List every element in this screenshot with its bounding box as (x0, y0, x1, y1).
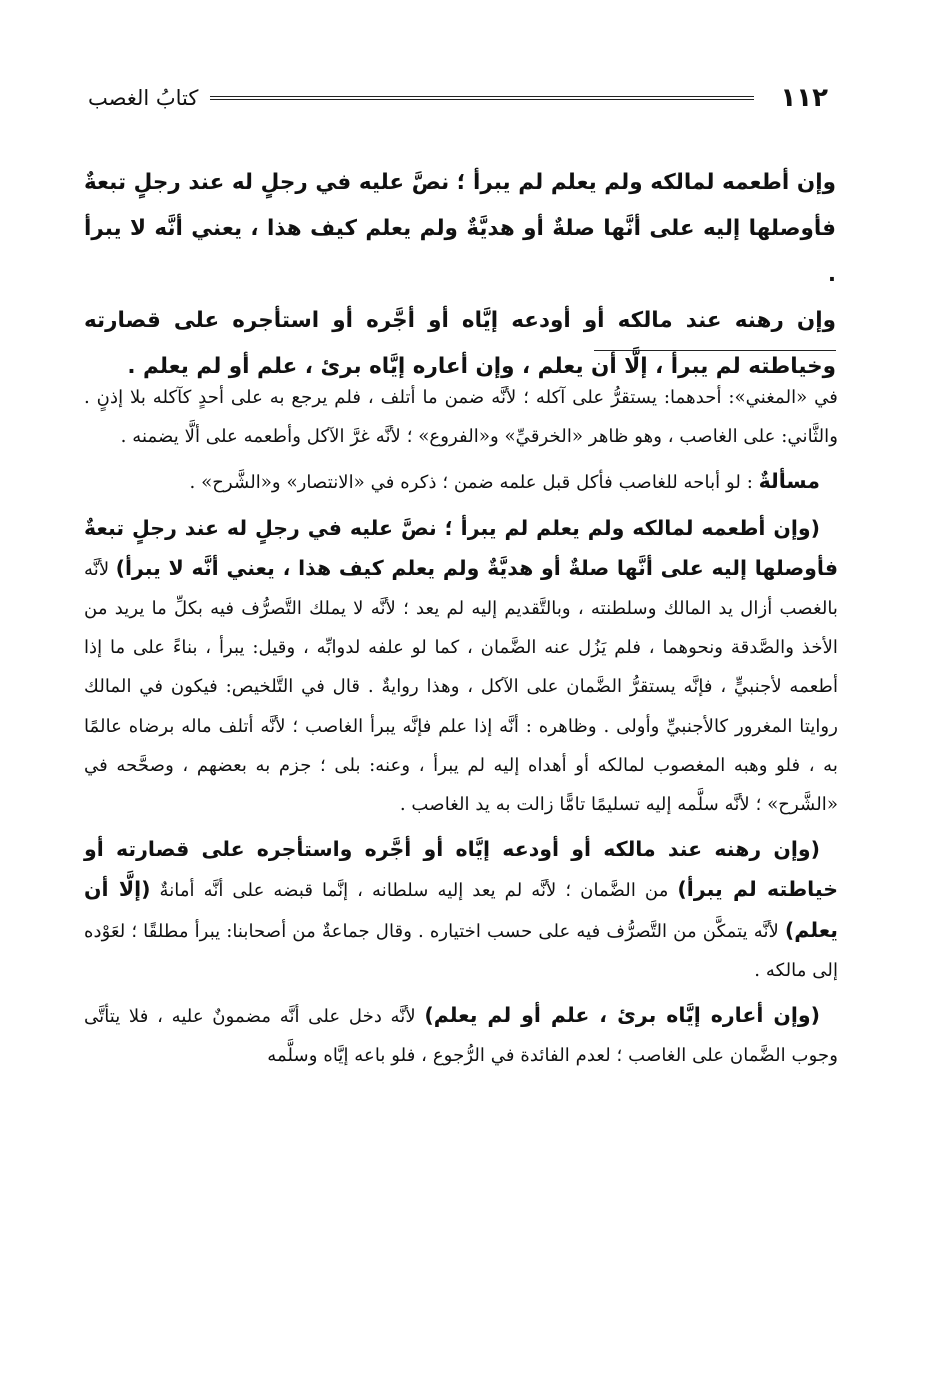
commentary-paragraph (84, 509, 838, 825)
commentary-text-run: لأنَّه دخل على أنَّه مضمونٌ عليه ، فلا يتأتَّى وجوب الضَّمان على الغاصب ؛ لعدم الفائدة في الرُّجوع ، فلو باعه إيَّاه وسلَّمه (84, 1006, 838, 1067)
quoted-matn: (وإن أعاره إيَّاه برئ ، علم أو لم يعلم) (424, 1003, 821, 1028)
running-title: كتابُ الغصب (88, 86, 199, 110)
commentary-text-run: لأنَّه بالغصب أزال يد المالك وسلطنته ، وبالتَّقديم إليه لم يعد ؛ لأنَّه لا يملك التَّصرُّف فيه بكلِّ ما يريد من الأخذ والصَّدقة ونحوهما ، فلم يَزُل عنه الضَّمان ، كما لو علفه لدوابِّه ، وقيل: يبرأ ، بناءً على ما إذا أطعمه لأجنبيٍّ ، فإنَّه يستقرُّ الضَّمان على الآكل ، وهذا روايةٌ . قال في التَّلخيص: فيكون في المالك روايتا المغرور كالأجنبيِّ وأولى . وظاهره : أنَّه إذا علم فإنَّه يبرأ الغاصب ؛ لأنَّه أتلف ماله برضاه عالمًا به ، فلو وهبه المغصوب لمالكه أو أهداه إليه لم يبرأ ، وعنه: بلى ؛ جزم به بعضهم ، وصحَّحه في «الشَّرح» ؛ لأنَّه سلَّمه إليه تسليمًا تامًّا زالت به يد الغاصب . (84, 558, 838, 816)
quoted-matn: (إلَّا أن يعلم) (84, 877, 838, 942)
quoted-matn: (وإن أطعمه لمالكه ولم يعلم لم يبرأ ؛ نصَّ عليه في رجلٍ له عند رجلٍ تبعةٌ فأوصلها إليه على أنَّها صلةٌ أو هديَّةٌ ولم يعلم كيف هذا ، يعني أنَّه لا يبرأ) (84, 515, 838, 580)
matn-text (84, 160, 836, 390)
page-number: ١١٢ (780, 83, 828, 113)
footnote-divider (594, 350, 836, 351)
commentary-text-run: من الضَّمان ؛ لأنَّه لم يعد إليه سلطانه ، إنَّما قبضه على أنَّه أمانةٌ (150, 880, 678, 902)
commentary-text-run: : لو أباحه للغاصب فأكل قبل علمه ضمن ؛ ذكره في «الانتصار» و«الشَّرح» . (189, 472, 759, 494)
commentary-text-run: لأنَّه يتمكَّن من التَّصرُّف فيه على حسب اختياره . وقال جماعةٌ من أصحابنا: يبرأ مطلقًا ؛ لعَوْده إلى مالكه . (84, 920, 838, 981)
matn-paragraph: وإن أطعمه لمالكه ولم يعلم لم يبرأ ؛ نصَّ عليه في رجلٍ له عند رجلٍ تبعةٌ فأوصلها إليه على أنَّها صلةٌ أو هديَّةٌ ولم يعلم كيف هذا ، يعني أنَّه لا يبرأ . (84, 170, 836, 287)
header-rule (210, 96, 754, 100)
commentary-text-run: في «المغني»: أحدهما: يستقرُّ على آكله ؛ لأنَّه ضمن ما أتلف ، فلم يرجع به على أحدٍ كآكله بلا إذنٍ . والثَّاني: على الغاصب ، وهو ظاهر «الخرقيِّ» و«الفروع» ؛ لأنَّه غرَّ الآكل وأطعمه على ألَّا يضمنه . (84, 387, 838, 448)
commentary-paragraph (84, 830, 838, 990)
commentary-paragraph (84, 378, 838, 456)
page-header (88, 78, 828, 118)
commentary-paragraph (84, 462, 838, 502)
quoted-matn: (وإن رهنه عند مالكه أو أودعه إيَّاه أو أجَّره واستأجره على قصارته أو خياطته لم يبرأ) (84, 837, 838, 902)
commentary-paragraph (84, 996, 838, 1075)
matn-paragraph: وإن رهنه عند مالكه أو أودعه إيَّاه أو أجَّره أو استأجره على قصارته وخياطته لم يبرأ ، إلَّا أن يعلم ، وإن أعاره إيَّاه برئ ، علم أو لم يعلم . (84, 308, 836, 379)
issue-heading: مسألةٌ (758, 469, 820, 494)
commentary-text (84, 378, 838, 1081)
